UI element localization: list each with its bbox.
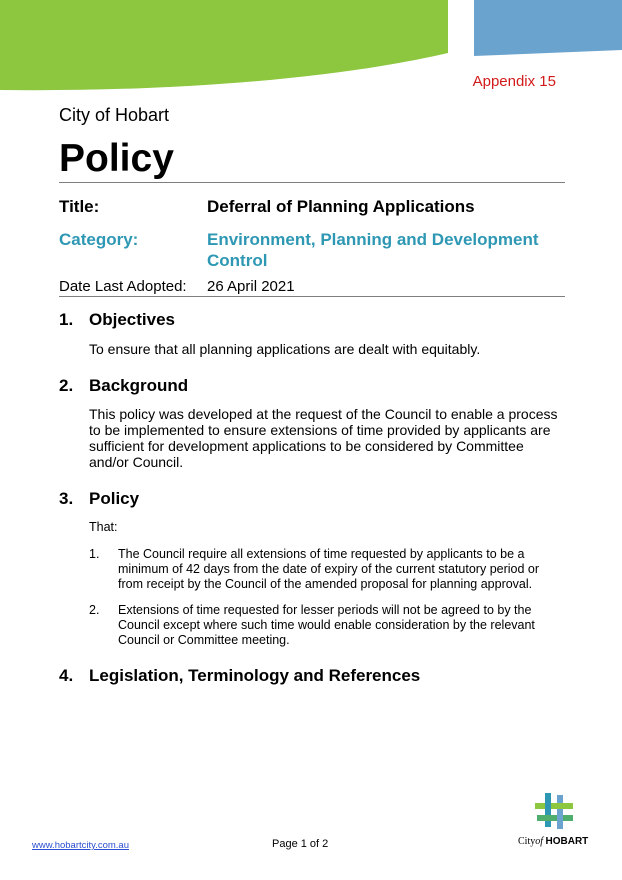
page-title: Policy	[59, 137, 174, 180]
section-number: 2.	[59, 376, 74, 395]
list-item: Extensions of time requested for lesser periods will not be agreed to by the Council except where such time would enable consideration by the relevant Council or Committee meeting.	[118, 603, 535, 647]
section-number: 3.	[59, 489, 74, 508]
section-title-legislation: Legislation, Terminology and References	[89, 666, 421, 685]
section-title-policy: Policy	[89, 489, 140, 508]
date-label: Date Last Adopted:	[59, 278, 187, 295]
policy-intro: That:	[89, 520, 118, 534]
section-number: 1.	[59, 310, 74, 329]
organisation-name: City of Hobart	[59, 105, 170, 125]
page-number: Page 1 of 2	[272, 838, 329, 850]
objectives-text: To ensure that all planning applications are dealt with equitably.	[89, 341, 481, 357]
category-value: Environment, Planning and Development Control	[207, 230, 539, 270]
list-item: The Council require all extensions of time requested by applicants to be a minimum of 42 days from the date of expiry of the current statutory period or from receipt by the Council of the amended proposal for planning approval.	[118, 547, 540, 591]
title-value: Deferral of Planning Applications	[207, 197, 475, 216]
section-title-objectives: Objectives	[89, 310, 175, 329]
section-title-background: Background	[89, 376, 189, 395]
website-link[interactable]: www.hobartcity.com.au	[32, 840, 129, 851]
list-item-number: 2.	[89, 603, 100, 617]
hobart-logo-icon	[535, 793, 575, 831]
divider	[59, 296, 565, 297]
logo-wordmark: Cityof HOBART	[518, 836, 589, 847]
category-label: Category:	[59, 230, 139, 249]
list-item-number: 1.	[89, 547, 100, 561]
appendix-label: Appendix 15	[472, 73, 556, 90]
section-number: 4.	[59, 666, 74, 685]
background-text: This policy was developed at the request of the Council to enable a process to be implemented to ensure extensions of time provided by applicants are sufficient for development applications to be considered by Committee and/or Council.	[89, 406, 558, 470]
date-value: 26 April 2021	[207, 278, 295, 295]
city-of-hobart-logo	[518, 793, 596, 853]
title-label: Title:	[59, 197, 100, 216]
divider	[59, 182, 565, 183]
